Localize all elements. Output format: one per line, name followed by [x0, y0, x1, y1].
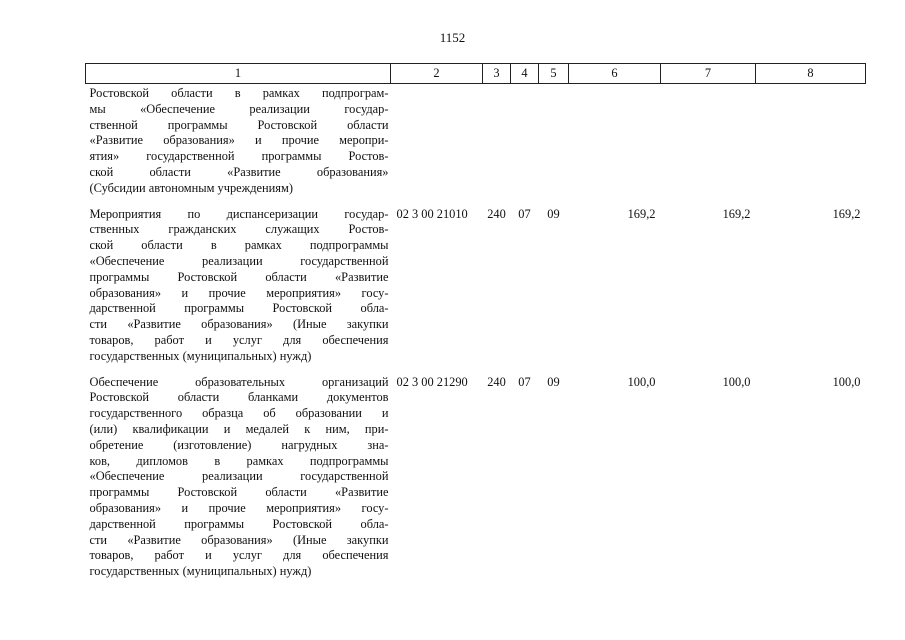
description-line: «Обеспечение реализации государственной — [89, 253, 389, 268]
col-header-7: 7 — [661, 64, 756, 84]
description-line: сти «Развитие образования» (Иные закупки — [89, 317, 389, 332]
description-line: ской области «Развитие образования» — [89, 164, 389, 179]
amount-col6: 169,2 — [627, 206, 656, 221]
amount-col8: 169,2 — [832, 206, 861, 221]
description-line: ственной программы Ростовской области — [89, 117, 389, 132]
section: 07 — [518, 206, 531, 221]
description-line: (Субсидии автономным учреждениям) — [89, 180, 293, 195]
amount-col8 — [756, 84, 866, 207]
amount-col8: 100,0 — [832, 374, 861, 389]
description-line: ской области в рамках подпрограммы — [89, 238, 389, 253]
description-line: Мероприятия по диспансеризации государ- — [89, 206, 389, 221]
col-header-1: 1 — [86, 64, 391, 84]
description-line: товаров, работ и услуг для обеспечения — [89, 548, 389, 563]
description-line: образования» и прочие мероприятия» госу- — [89, 285, 389, 300]
subsection — [539, 84, 569, 207]
col-header-5: 5 — [539, 64, 569, 84]
description-line: Ростовской области бланками документов — [89, 390, 389, 405]
amount-col7: 169,2 — [722, 206, 751, 221]
description-line: государственных (муниципальных) нужд) — [89, 564, 312, 579]
amount-col7: 100,0 — [722, 374, 751, 389]
table-row — [86, 84, 866, 207]
description-line: государственного образца об образовании и — [89, 406, 389, 421]
table-body — [86, 84, 866, 590]
description-line: ственных гражданских служащих Ростов- — [89, 222, 389, 237]
description-line: образования» и прочие мероприятия» госу- — [89, 500, 389, 515]
description-line: мы «Обеспечение реализации государ- — [89, 101, 389, 116]
subsection: 09 — [547, 206, 560, 221]
description-line: дарственной программы Ростовской обла- — [89, 301, 389, 316]
row-description — [86, 84, 391, 207]
description-line: Ростовской области в рамках подпрограм- — [89, 86, 389, 100]
description-line: программы Ростовской области «Развитие — [89, 485, 389, 500]
description-line: обретение (изготовление) нагрудных зна- — [89, 437, 389, 452]
col-header-8: 8 — [756, 64, 866, 84]
expense-type — [483, 84, 511, 207]
row-description — [86, 207, 391, 375]
description-line: «Обеспечение реализации государственной — [89, 469, 389, 484]
col-header-6: 6 — [569, 64, 661, 84]
amount-col7 — [661, 84, 756, 207]
budget-code: 02 3 00 21010 — [396, 206, 468, 221]
description-line: товаров, работ и услуг для обеспечения — [89, 332, 389, 347]
table-row — [86, 375, 866, 590]
description-line: сти «Развитие образования» (Иные закупки — [89, 532, 389, 547]
subsection: 09 — [547, 374, 560, 389]
amount-col6: 100,0 — [627, 374, 656, 389]
expense-type: 240 — [487, 374, 506, 389]
budget-code: 02 3 00 21290 — [396, 374, 468, 389]
description-line: (или) квалификации и медалей к ним, при- — [89, 421, 389, 436]
page-number: 1152 — [439, 30, 466, 45]
amount-col6 — [569, 84, 661, 207]
header-row — [86, 64, 866, 84]
table-row — [86, 207, 866, 375]
col-header-3: 3 — [483, 64, 511, 84]
col-header-2: 2 — [391, 64, 483, 84]
expense-type: 240 — [487, 206, 506, 221]
description-line: ков, дипломов в рамках подпрограммы — [89, 453, 389, 468]
budget-table — [85, 63, 866, 590]
row-description — [86, 375, 391, 590]
description-line: государственных (муниципальных) нужд) — [89, 348, 312, 363]
section: 07 — [518, 374, 531, 389]
description-line: ятия» государственной программы Ростов- — [89, 149, 389, 164]
budget-code — [391, 84, 483, 207]
col-header-4: 4 — [511, 64, 539, 84]
section — [511, 84, 539, 207]
description-line: программы Ростовской области «Развитие — [89, 269, 389, 284]
description-line: Обеспечение образовательных организаций — [89, 374, 389, 389]
description-line: «Развитие образования» и прочие меропри- — [89, 133, 389, 148]
description-line: дарственной программы Ростовской обла- — [89, 516, 389, 531]
